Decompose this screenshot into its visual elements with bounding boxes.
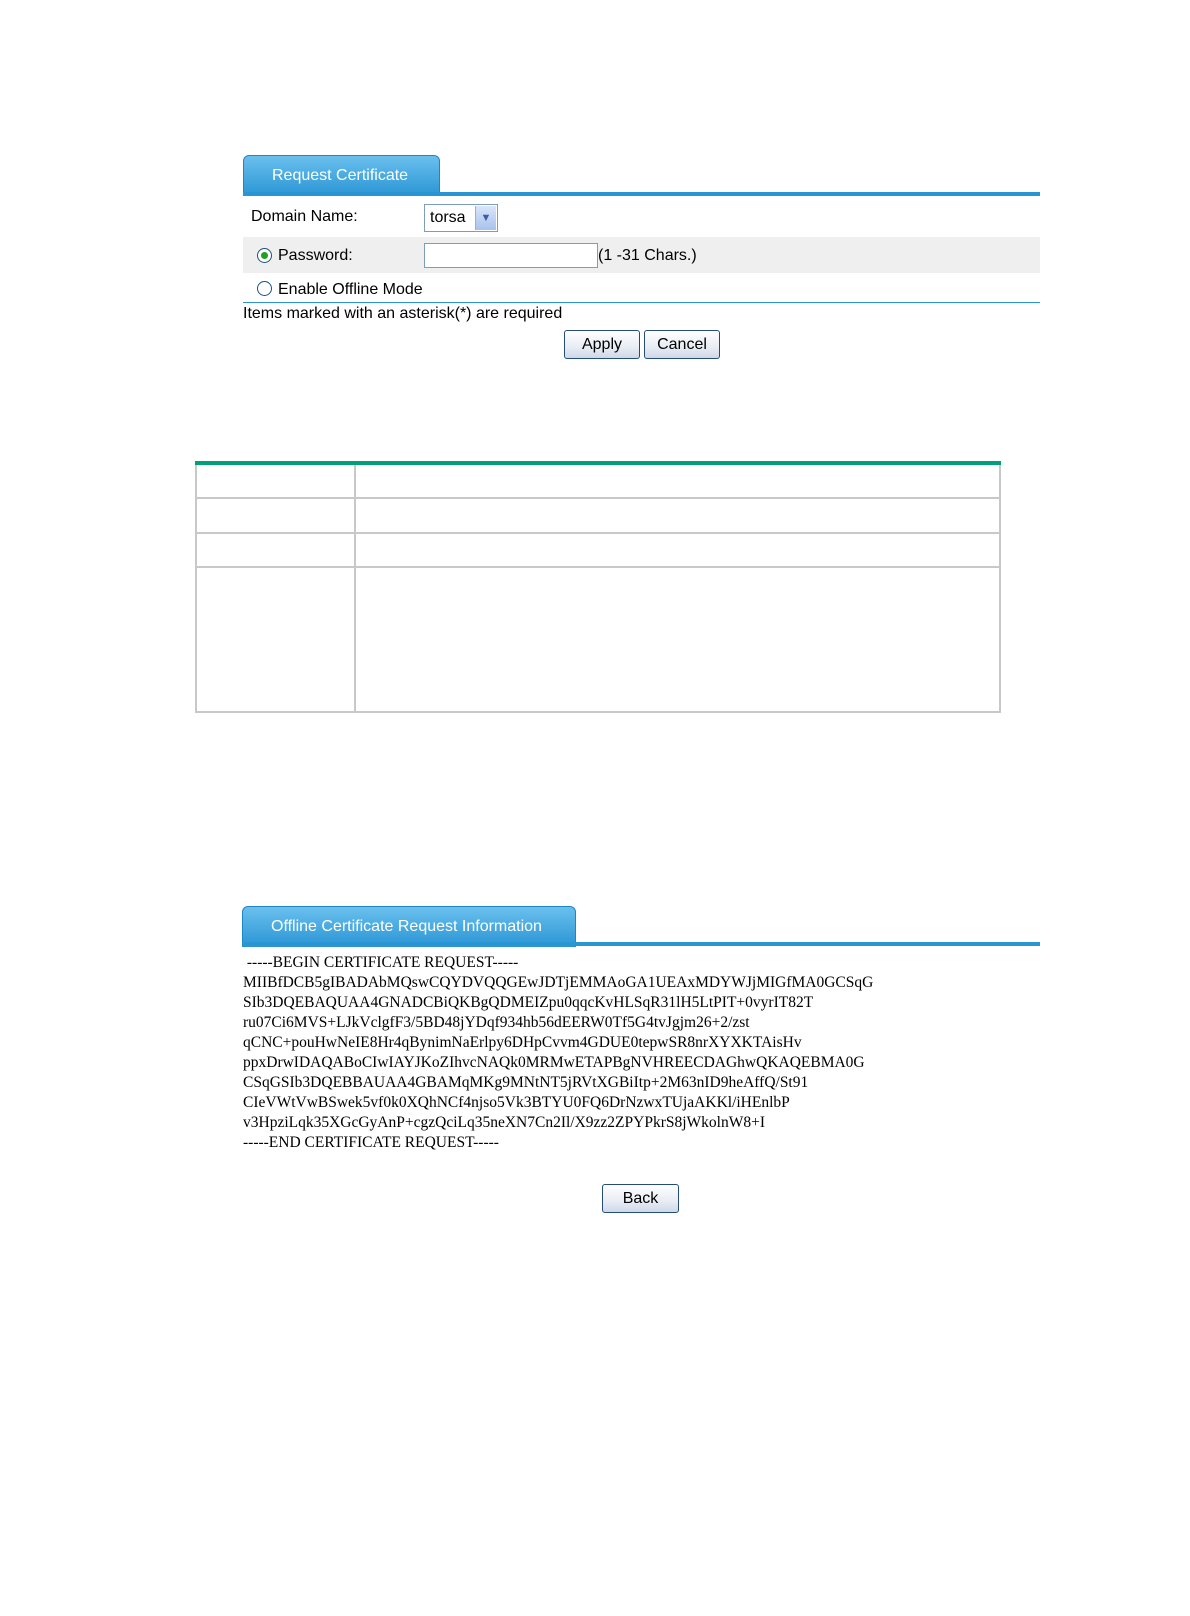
radio-selected-dot: [261, 252, 268, 259]
offline-request-info-tab-label: Offline Certificate Request Information: [271, 918, 542, 935]
table-row-divider: [195, 497, 1001, 499]
chevron-down-icon[interactable]: ▼: [475, 206, 496, 230]
table-left-border: [195, 465, 197, 713]
certificate-line: v3HpziLqk35XGcGyAnP+cgzQciLq35neXN7Cn2Il/X9zz2ZPYPkrS8jWkolnW8+I: [243, 1114, 766, 1131]
table-bottom-border: [195, 711, 1001, 713]
request-certificate-tab[interactable]: [243, 155, 440, 196]
table-row-divider: [195, 532, 1001, 534]
certificate-line: SIb3DQEBAQUAA4GNADCBiQKBgQDMEIZpu0qqcKvHLSqR31lH5LtPIT+0vyrIT82T: [243, 994, 814, 1011]
back-button[interactable]: Back: [602, 1184, 679, 1213]
form-separator: [243, 302, 1040, 303]
certificate-line: -----BEGIN CERTIFICATE REQUEST-----: [243, 954, 519, 971]
password-label: Password:: [278, 247, 353, 264]
table-top-border: [195, 461, 1001, 465]
domain-name-select[interactable]: [424, 204, 498, 232]
certificate-line: MIIBfDCB5gIBADAbMQswCQYDVQQGEwJDTjEMMAoGA1UEAxMDYWJjMIGfMA0GCSqG: [243, 974, 874, 991]
certificate-line: ru07Ci6MVS+LJkVclgfF3/5BD48jYDqf934hb56dEERW0Tf5G4tvJgjm26+2/zst: [243, 1014, 750, 1031]
password-hint: (1 -31 Chars.): [598, 247, 697, 264]
required-note: Items marked with an asterisk(*) are required: [243, 305, 563, 322]
offline-mode-radio[interactable]: [257, 281, 272, 296]
table-column-divider: [354, 465, 356, 713]
domain-name-value: torsa: [430, 209, 466, 226]
table-row-divider: [195, 566, 1001, 568]
password-radio[interactable]: [257, 248, 272, 263]
tab-underline: [242, 942, 1040, 946]
offline-mode-label: Enable Offline Mode: [278, 281, 423, 298]
certificate-line: CIeVWtVwBSwek5vf0k0XQhNCf4njso5Vk3BTYU0FQ6DrNzwxTUjaAKKl/iHEnlbP: [243, 1094, 790, 1111]
certificate-line: -----END CERTIFICATE REQUEST-----: [243, 1134, 499, 1151]
password-input[interactable]: [424, 243, 598, 268]
tab-underline: [243, 192, 1040, 196]
table-right-border: [999, 465, 1001, 713]
request-certificate-tab-label: Request Certificate: [272, 167, 409, 184]
domain-name-label: Domain Name:: [251, 208, 358, 225]
apply-button[interactable]: Apply: [564, 330, 640, 359]
certificate-line: CSqGSIb3DQEBBAUAA4GBAMqMKg9MNtNT5jRVtXGBiItp+2M63nID9heAffQ/St91: [243, 1074, 809, 1091]
offline-request-info-tab[interactable]: [242, 906, 576, 947]
certificate-line: qCNC+pouHwNeIE8Hr4qBynimNaErlpy6DHpCvvm4GDUE0tepwSR8nrXYXKTAisHv: [243, 1034, 802, 1051]
certificate-line: ppxDrwIDAQABoCIwIAYJKoZIhvcNAQk0MRMwETAPBgNVHREECDAGhwQKAQEBMA0G: [243, 1054, 865, 1071]
cancel-button[interactable]: Cancel: [644, 330, 720, 359]
